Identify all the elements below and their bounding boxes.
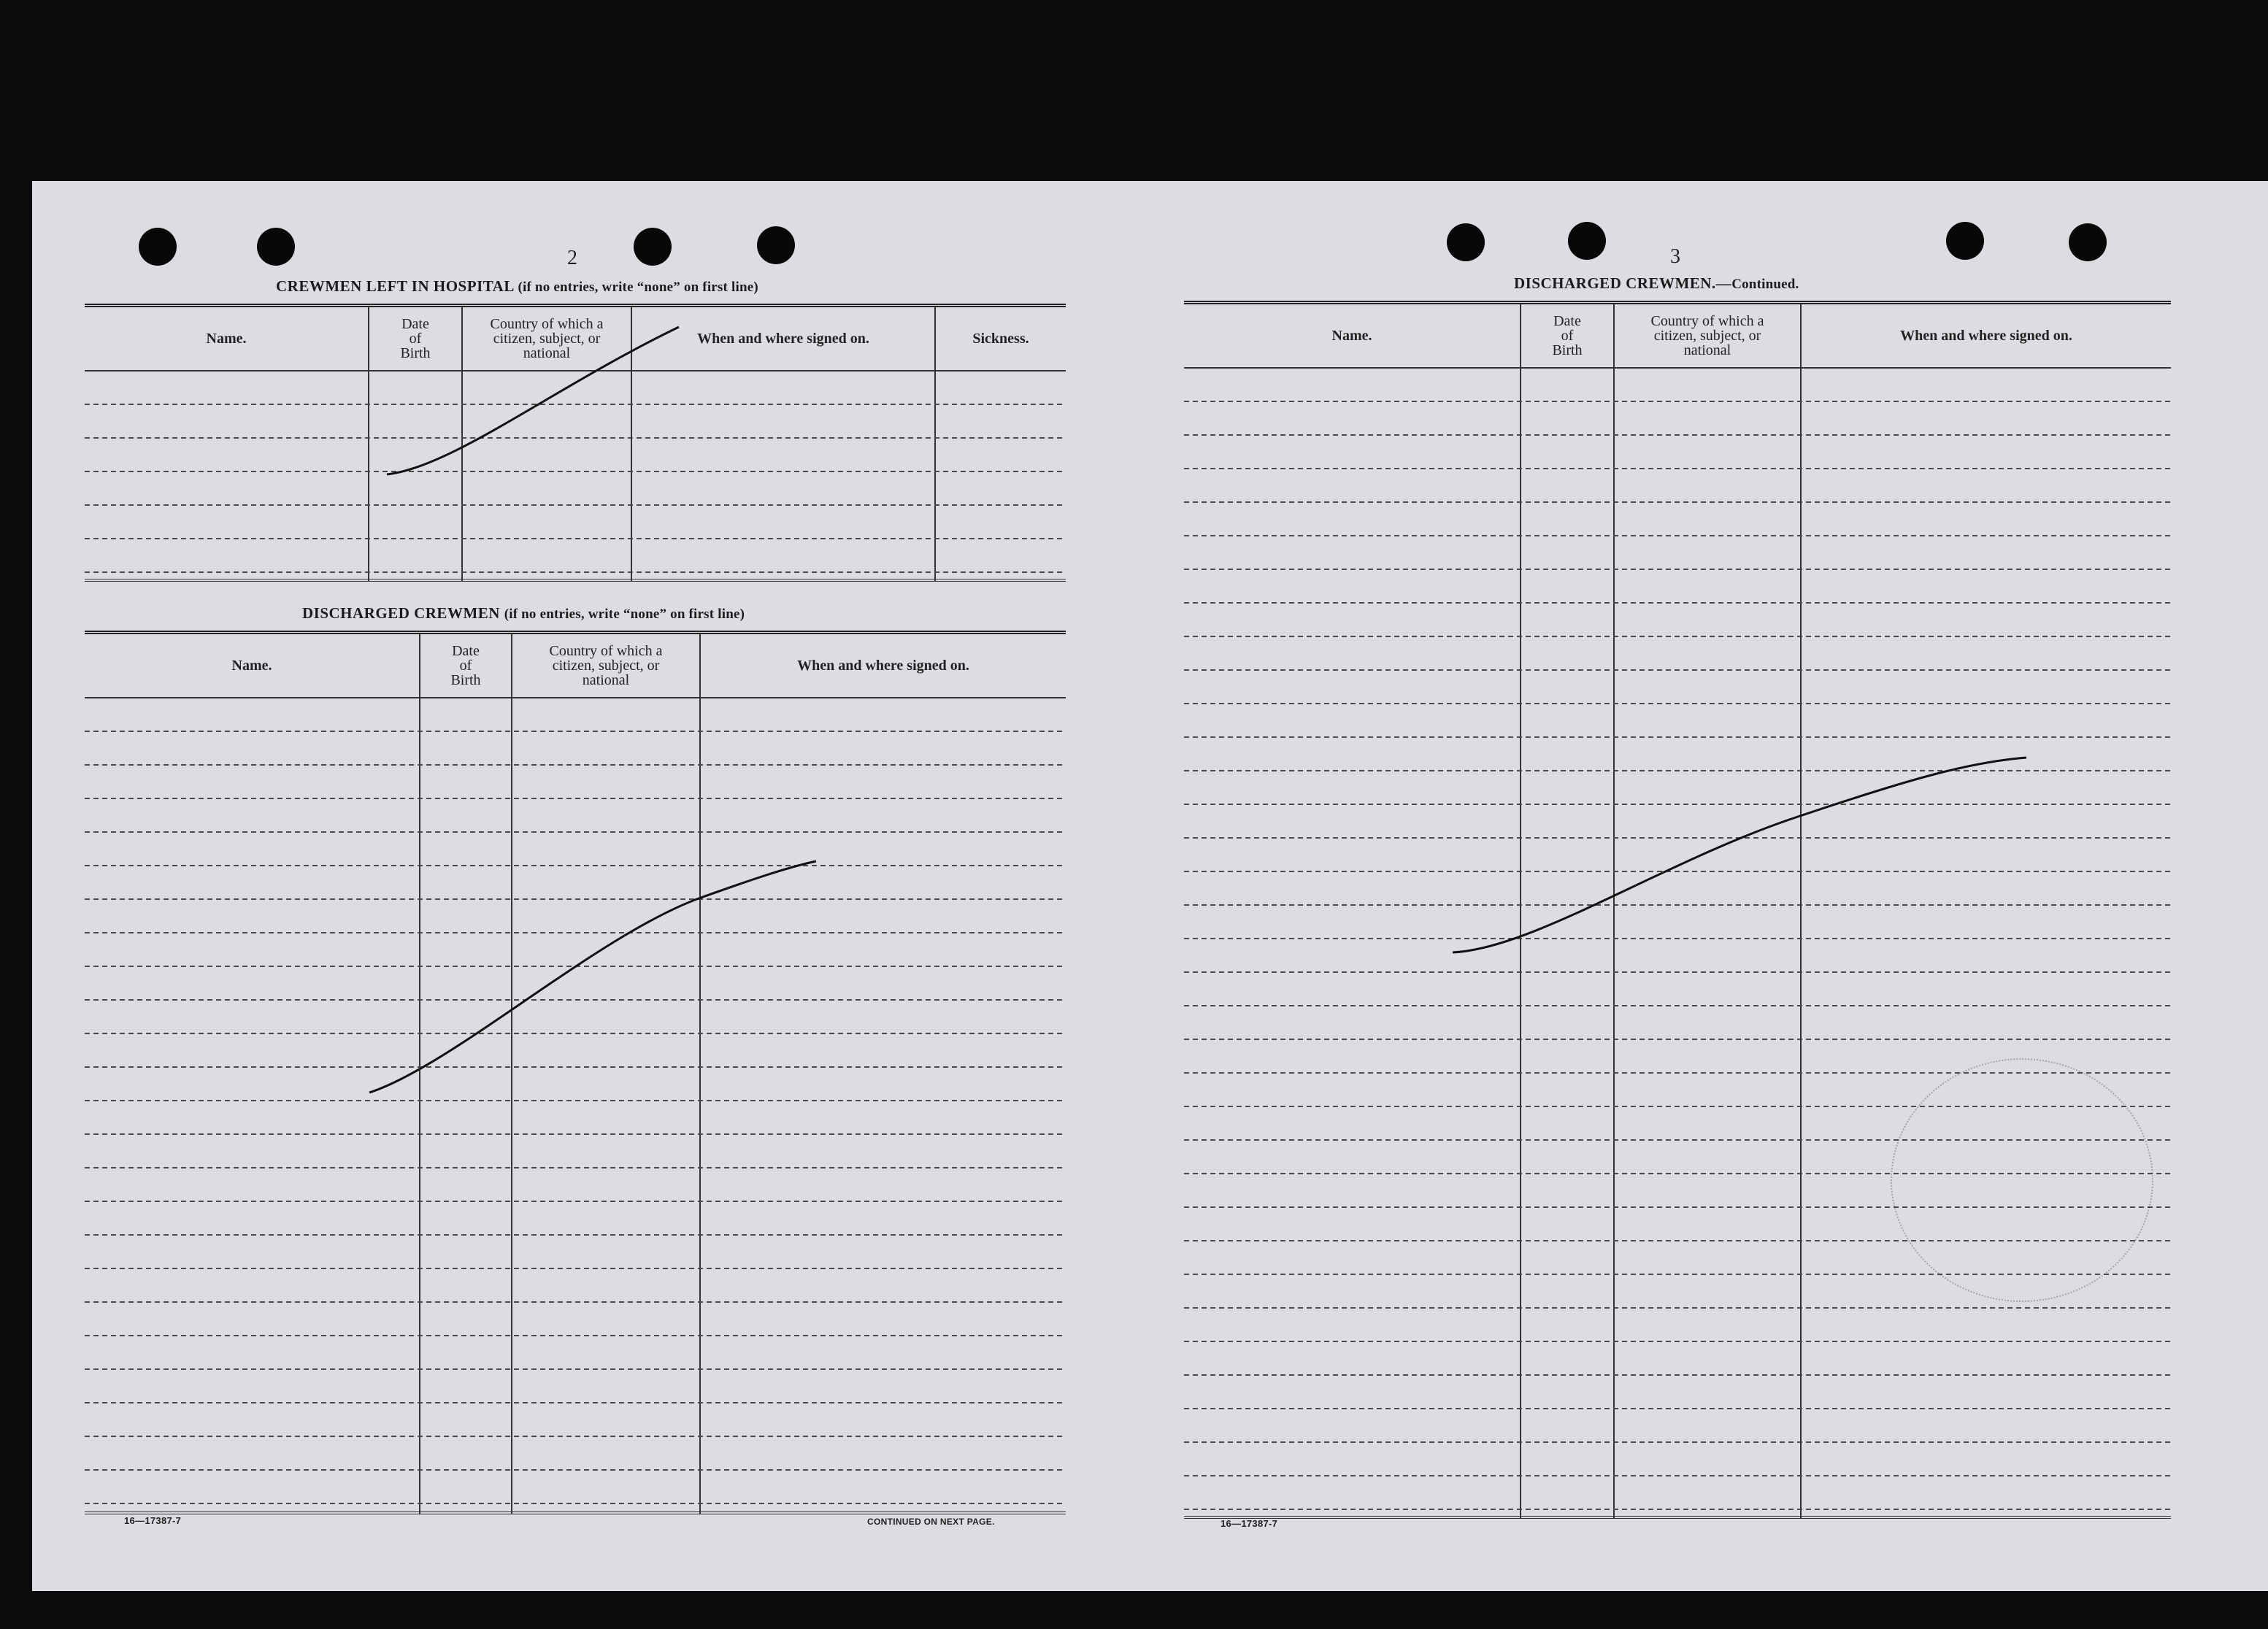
col-header-name: Name. — [206, 331, 247, 347]
form-number: 16—17387-7 — [124, 1515, 182, 1526]
col-header-date-of-birth: Date of Birth — [450, 643, 481, 688]
col-header-date-of-birth: Date of Birth — [400, 316, 431, 361]
discharged-continued-title-text: DISCHARGED CREWMEN.— — [1514, 274, 1732, 292]
discharged-continued-title-suffix: Continued. — [1731, 277, 1799, 292]
hospital-title-note: (if no entries, write “none” on first line) — [518, 280, 758, 295]
col-header-country: Country of which a citizen, subject, or national — [549, 643, 663, 688]
col-header-date-of-birth: Date of Birth — [1552, 313, 1583, 358]
continued-note: CONTINUED ON NEXT PAGE. — [867, 1517, 995, 1527]
hospital-title-text: CREWMEN LEFT IN HOSPITAL — [276, 277, 514, 295]
col-header-sickness: Sickness. — [972, 331, 1029, 347]
pen-stroke-discharged-right — [1453, 758, 2026, 952]
col-header-signed-on: When and where signed on. — [1900, 328, 2072, 344]
col-header-country: Country of which a citizen, subject, or national — [1650, 313, 1764, 358]
col-header-name: Name. — [1331, 328, 1372, 344]
pen-stroke-discharged-left — [369, 861, 816, 1093]
col-header-country: Country of which a citizen, subject, or national — [490, 316, 604, 361]
page-number: 3 — [1670, 245, 1680, 268]
pen-stroke-hospital — [387, 327, 679, 474]
col-header-signed-on: When and where signed on. — [797, 658, 969, 674]
discharged-title-note: (if no entries, write “none” on first line) — [504, 606, 745, 622]
page-number: 2 — [567, 247, 577, 269]
col-header-name: Name. — [231, 658, 272, 674]
col-header-signed-on: When and where signed on. — [697, 331, 869, 347]
discharged-title-text: DISCHARGED CREWMEN — [302, 604, 500, 622]
form-number: 16—17387-7 — [1221, 1518, 1278, 1529]
